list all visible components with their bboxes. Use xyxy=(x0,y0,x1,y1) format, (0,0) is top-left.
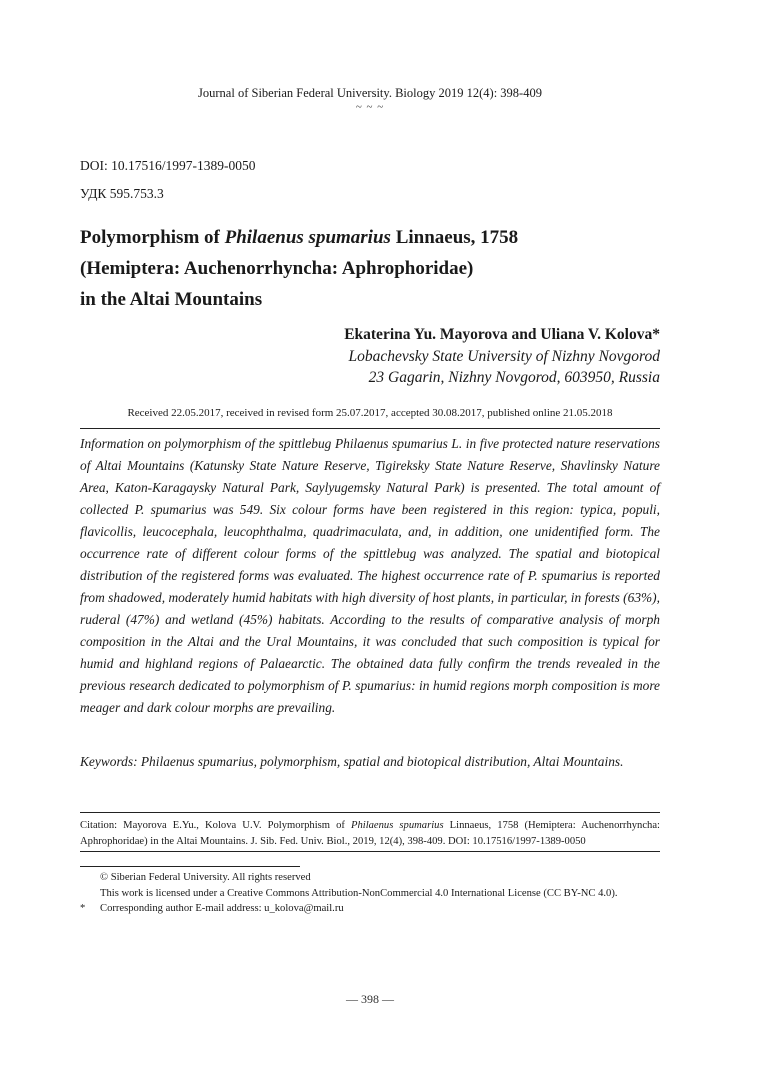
footnote-star: * xyxy=(80,903,86,914)
udk-code: УДК 595.753.3 xyxy=(80,186,164,201)
journal-header: Journal of Siberian Federal University. Biology 2019 12(4): 398-409 xyxy=(198,86,542,100)
license-note: This work is licensed under a Creative Commons Attribution-NonCommercial 4.0 International License (CC BY-NC 4.0). xyxy=(100,887,618,899)
title-species: Philaenus spumarius xyxy=(224,227,391,248)
divider-citation-bottom xyxy=(80,851,660,852)
title-line-3: in the Altai Mountains xyxy=(80,289,263,310)
address: 23 Gagarin, Nizhny Novgorod, 603950, Russia xyxy=(368,369,660,386)
doi: DOI: 10.17516/1997-1389-0050 xyxy=(80,158,256,173)
header-ornament: ~ ~ ~ xyxy=(355,101,385,113)
divider-citation-top xyxy=(80,812,660,813)
citation-species: Philaenus spumarius xyxy=(350,820,444,831)
footnote-rule xyxy=(80,866,300,867)
title-line-2: (Hemiptera: Auchenorrhyncha: Aphrophoridae) xyxy=(80,258,474,279)
keywords: Keywords: Philaenus spumarius, polymorphism, spatial and biotopical distribution, Altai Mountains. xyxy=(80,754,624,769)
footnotes xyxy=(80,870,680,917)
citation-before: Citation: Mayorova E.Yu., Kolova U.V. Polymorphism of xyxy=(80,820,351,831)
affiliation xyxy=(348,346,660,388)
corresponding-author-note: Corresponding author E-mail address: u_kolova@mail.ru xyxy=(100,903,344,914)
title-suffix: Linnaeus, 1758 xyxy=(390,227,519,248)
citation-after: Linnaeus, 1758 (Hemiptera: Auchenorrhyncha: Aphrophoridae) in the Altai Mountains. J. Sib. Fed. Univ. Biol., 2019, 12(4), 398-409. DOI: 10.17516/1997-1389-0050 xyxy=(80,820,660,847)
page-number: — 398 — xyxy=(346,992,394,1006)
submission-dates: Received 22.05.2017, received in revised form 25.07.2017, accepted 30.08.2017, published online 21.05.2018 xyxy=(127,407,613,419)
copyright-note: © Siberian Federal University. All rights reserved xyxy=(100,872,311,883)
abstract: Information on polymorphism of the spittlebug Philaenus spumarius L. in five protected nature reservations of Altai Mountains (Katunsky State Nature Reserve, Tigireksky State Nature Reserve, Shavlinsky Nature Area, Katon-Karagaysky Natural Park, Saylyugemsky Natural Park) is presented. The total amount of collected P. spumarius was 549. Six colour forms have been registered in this region: typica, populi, flavicollis, leucocephala, leucophthalma, quadrimaculata, and, in addition, one unidentified form. The occurrence rate of different colour forms of the spittlebug was analyzed. The spatial and biotopical distribution of the registered forms was evaluated. The highest occurrence rate of P. spumarius is reported from shadowed, moderately humid habitats with high diversity of host plants, in particular, in forests (63%), ruderal (47%) and wetland (45%) habitats. According to the results of comparative analysis of morph composition in the Altai and the Ural Mountains, it was concluded that such composition is typical for humid and highland regions of Palaearctic. The obtained data fully confirm the trends revealed in the previous research dedicated to polymorphism of P. spumarius: in humid regions morph composition is more meager and dark colour morphs are prevailing. xyxy=(80,436,660,715)
paper-title xyxy=(80,222,640,315)
citation xyxy=(80,818,660,849)
title-prefix: Polymorphism of xyxy=(80,227,225,248)
authors: Ekaterina Yu. Mayorova and Uliana V. Kolova* xyxy=(344,326,660,343)
institution: Lobachevsky State University of Nizhny Novgorod xyxy=(348,348,660,365)
divider-top xyxy=(80,428,660,429)
